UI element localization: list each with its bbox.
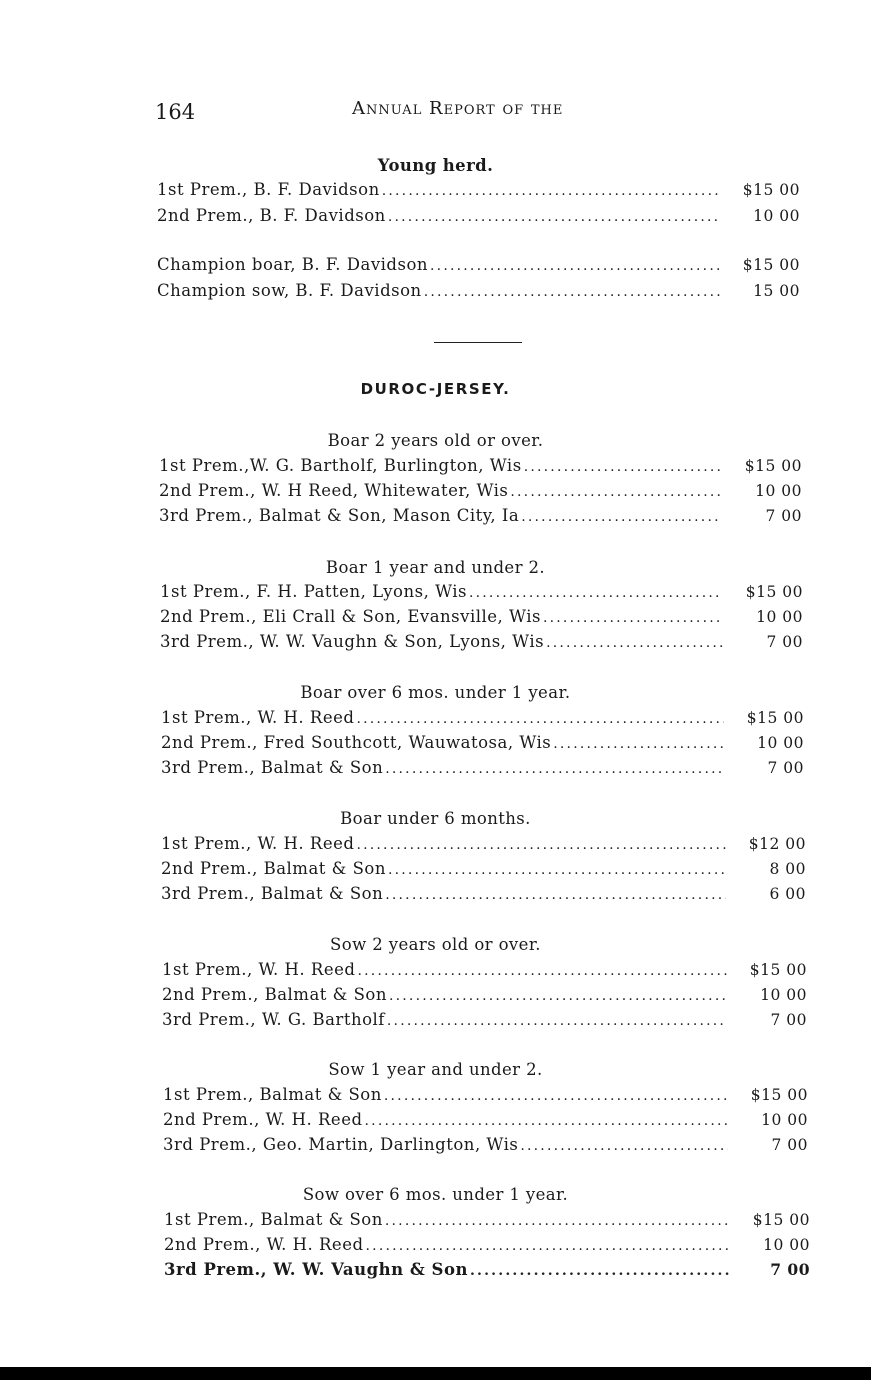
list-item (161, 834, 806, 856)
class-heading: Sow 1 year and under 2. (328, 1060, 543, 1079)
running-title: Annual Report of the (352, 98, 564, 119)
young-herd-heading: Young herd. (377, 156, 494, 175)
entry-amount: 10 00 (761, 1111, 808, 1129)
entry-label: 2nd Prem., Fred Southcott, Wauwatosa, Wis (161, 733, 552, 752)
dot-leader (357, 963, 727, 979)
list-item (160, 582, 803, 604)
list-item (164, 1210, 810, 1232)
dot-leader (382, 183, 720, 199)
list-item (161, 884, 806, 906)
entry-amount: $15 00 (746, 709, 804, 727)
entry-label: 3rd Prem., W. G. Bartholf (162, 1010, 385, 1029)
dot-leader (388, 862, 726, 878)
entry-amount: $15 00 (742, 256, 800, 274)
dot-leader (470, 1263, 730, 1279)
list-item (160, 632, 803, 654)
entry-amount: 10 00 (763, 1236, 810, 1254)
entry-amount: 10 00 (757, 734, 804, 752)
entry-label: 3rd Prem., W. W. Vaughn & Son (164, 1260, 468, 1279)
entry-amount: 10 00 (760, 986, 807, 1004)
dot-leader (546, 635, 723, 651)
class-heading: Boar under 6 months. (340, 809, 531, 828)
entry-amount: $12 00 (748, 835, 806, 853)
entry-label: 3rd Prem., W. W. Vaughn & Son, Lyons, Wis (160, 632, 545, 651)
entry-label: 3rd Prem., Balmat & Son (161, 884, 384, 903)
list-item (163, 1110, 808, 1132)
entry-amount: 10 00 (755, 482, 802, 500)
entry-label: 2nd Prem., B. F. Davidson (157, 206, 386, 225)
entry-amount: 7 00 (770, 1011, 807, 1029)
list-item (162, 1010, 807, 1032)
dot-leader (385, 1213, 730, 1229)
dot-leader (430, 258, 720, 274)
dot-leader (520, 1138, 728, 1154)
dot-leader (521, 509, 722, 525)
class-heading: Boar 2 years old or over. (327, 431, 544, 450)
dot-leader (553, 736, 724, 752)
dot-leader (385, 761, 724, 777)
entry-amount: 7 00 (767, 759, 804, 777)
entry-label: Champion sow, B. F. Davidson (157, 281, 422, 300)
entry-amount: 7 00 (766, 633, 803, 651)
entry-amount: $15 00 (744, 457, 802, 475)
list-item (164, 1235, 810, 1257)
entry-amount: 7 00 (765, 507, 802, 525)
scan-edge-bar (0, 1367, 871, 1380)
list-item (159, 506, 802, 528)
dot-leader (424, 284, 720, 300)
dot-leader (385, 887, 726, 903)
dot-leader (366, 1238, 730, 1254)
breed-title: DUROC-JERSEY. (360, 380, 511, 398)
entry-label: 3rd Prem., Balmat & Son (161, 758, 384, 777)
class-heading: Boar over 6 mos. under 1 year. (300, 683, 571, 702)
dot-leader (510, 484, 722, 500)
section-divider (434, 342, 522, 343)
dot-leader (388, 209, 720, 225)
dot-leader (387, 1013, 727, 1029)
entry-amount: $15 00 (742, 181, 800, 199)
list-item (163, 1135, 808, 1157)
list-item (157, 255, 800, 277)
dot-leader (365, 1113, 728, 1129)
page-header (155, 98, 615, 128)
entry-label: 1st Prem., F. H. Patten, Lyons, Wis (160, 582, 467, 601)
entry-amount: 10 00 (756, 608, 803, 626)
entry-amount: 7 00 (771, 1136, 808, 1154)
list-item (157, 281, 800, 303)
list-item (163, 1085, 808, 1107)
entry-label: 2nd Prem., Eli Crall & Son, Evansville, Wis (160, 607, 541, 626)
dot-leader (356, 837, 726, 853)
class-heading: Sow 2 years old or over. (330, 935, 541, 954)
entry-amount: 8 00 (769, 860, 806, 878)
entry-amount: $15 00 (752, 1211, 810, 1229)
entry-label: 1st Prem., W. H. Reed (162, 960, 356, 979)
list-item (157, 206, 800, 228)
entry-amount: 15 00 (753, 282, 800, 300)
entry-label: 2nd Prem., W. H. Reed (163, 1110, 363, 1129)
list-item (162, 960, 807, 982)
entry-label: 1st Prem., B. F. Davidson (157, 180, 380, 199)
entry-label: 2nd Prem., W. H Reed, Whitewater, Wis (159, 481, 509, 500)
entry-amount: $15 00 (750, 1086, 808, 1104)
list-item (160, 607, 803, 629)
dot-leader (543, 610, 723, 626)
list-item (164, 1260, 810, 1282)
list-item (159, 481, 802, 503)
entry-label: 1st Prem.,W. G. Bartholf, Burlington, Wis (159, 456, 522, 475)
entry-label: Champion boar, B. F. Davidson (157, 255, 429, 274)
entry-label: 1st Prem., W. H. Reed (161, 708, 355, 727)
entry-label: 1st Prem., Balmat & Son (164, 1210, 383, 1229)
dot-leader (384, 1088, 728, 1104)
list-item (162, 985, 807, 1007)
entry-label: 1st Prem., W. H. Reed (161, 834, 355, 853)
entry-amount: $15 00 (745, 583, 803, 601)
list-item (161, 708, 804, 730)
entry-label: 2nd Prem., Balmat & Son (161, 859, 386, 878)
class-heading: Sow over 6 mos. under 1 year. (302, 1185, 569, 1204)
dot-leader (469, 585, 723, 601)
entry-amount: 10 00 (753, 207, 800, 225)
list-item (161, 859, 806, 881)
entry-amount: 7 00 (770, 1260, 810, 1279)
entry-label: 2nd Prem., Balmat & Son (162, 985, 387, 1004)
entry-amount: $15 00 (749, 961, 807, 979)
class-heading: Boar 1 year and under 2. (325, 558, 546, 577)
list-item (157, 180, 800, 202)
dot-leader (389, 988, 727, 1004)
list-item (161, 758, 804, 780)
entry-label: 2nd Prem., W. H. Reed (164, 1235, 364, 1254)
list-item (161, 733, 804, 755)
entry-label: 3rd Prem., Geo. Martin, Darlington, Wis (163, 1135, 519, 1154)
page-number: 164 (155, 100, 196, 124)
list-item (159, 456, 802, 478)
entry-label: 3rd Prem., Balmat & Son, Mason City, Ia (159, 506, 520, 525)
entry-label: 1st Prem., Balmat & Son (163, 1085, 382, 1104)
entry-amount: 6 00 (769, 885, 806, 903)
dot-leader (524, 459, 722, 475)
dot-leader (356, 711, 724, 727)
